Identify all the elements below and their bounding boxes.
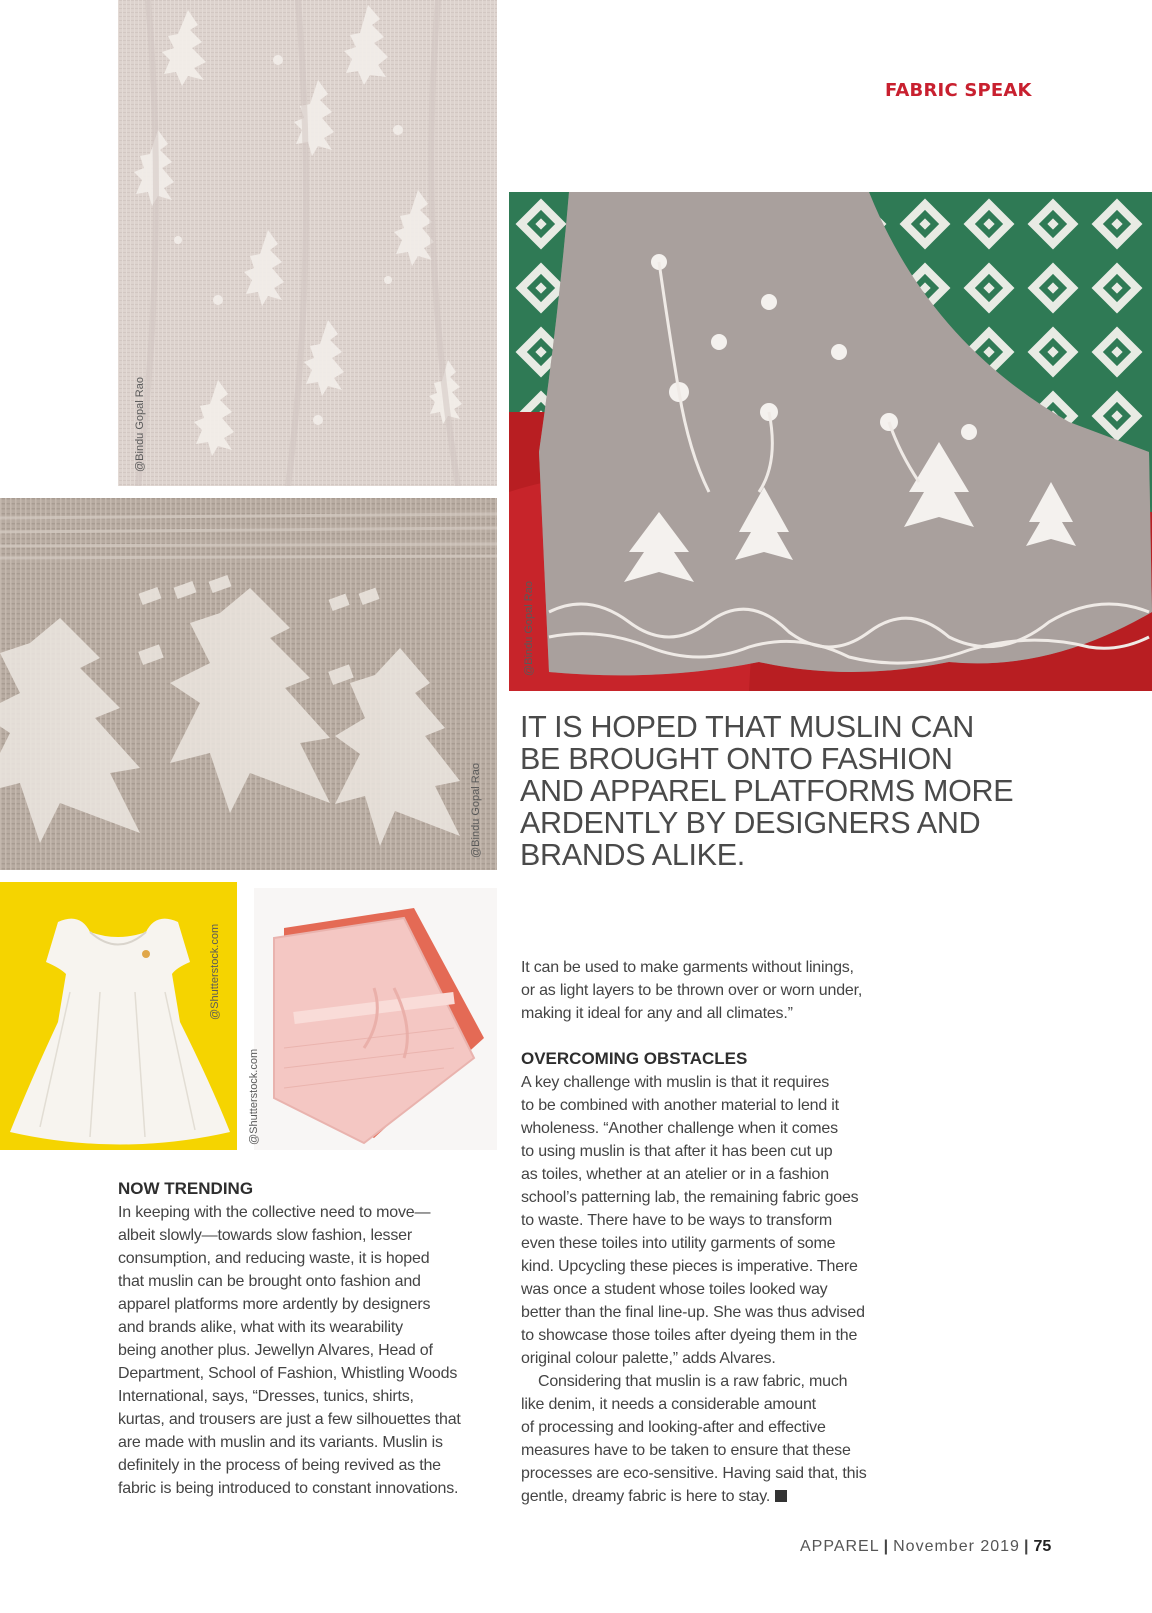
body-text-line: or as light layers to be thrown over or worn under, [521,982,863,999]
body-text-line: original colour palette,” adds Alvares. [521,1350,776,1367]
pull-quote-line: ARDENTLY BY DESIGNERS AND [520,806,981,840]
body-text-line: like denim, it needs a considerable amount [521,1396,816,1413]
white-muslin-dress-photo [0,882,237,1150]
body-text-line: albeit slowly—towards slow fashion, lesser [118,1227,412,1244]
body-text-line: to waste. There have to be ways to transform [521,1212,833,1229]
body-text-line: of processing and looking-after and effective [521,1419,826,1436]
body-text-line: better than the final line-up. She was thus advised [521,1304,865,1321]
body-text-line: are made with muslin and its variants. Muslin is [118,1434,443,1451]
body-text-line: to using muslin is that after it has been cut up [521,1143,833,1160]
photo-credit-top-left: @Bindu Gopal Rao [134,377,146,472]
pull-quote-line: AND APPAREL PLATFORMS MORE [520,774,1014,808]
body-text-line: making it ideal for any and all climates.” [521,1005,793,1022]
muslin-fabric-photo-top [118,0,497,486]
body-text-line: fabric is being introduced to constant innovations. [118,1480,459,1497]
body-text-line: Department, School of Fashion, Whistling Woods [118,1365,458,1382]
body-text-line: apparel platforms more ardently by designers [118,1296,431,1313]
section-heading: OVERCOMING OBSTACLES [521,1049,748,1068]
body-text-line: was once a student whose toiles looked way [521,1281,828,1298]
body-text-line: being another plus. Jewellyn Alvares, Head of [118,1342,433,1359]
page-footer [800,1538,1051,1556]
end-mark-icon [775,1490,787,1502]
embroidered-muslin-scarf-photo [509,192,1152,691]
left-article-column [118,1177,461,1500]
body-text-line: kurtas, and trousers are just a few silhouettes that [118,1411,461,1428]
photo-credit-dress: @Shutterstock.com [209,923,221,1020]
body-text-line: measures have to be taken to ensure that these [521,1442,851,1459]
pull-quote-line: BRANDS ALIKE. [520,838,745,872]
body-text-line: even these toiles into utility garments of some [521,1235,836,1252]
pull-quote-line: IT IS HOPED THAT MUSLIN CAN [520,710,975,744]
folded-muslin-cloth-photo [254,888,497,1150]
body-text-line: that muslin can be brought onto fashion and [118,1273,421,1290]
body-text-line-last [521,1485,867,1508]
page-number: 75 [1033,1538,1052,1555]
body-text-final: gentle, dreamy fabric is here to stay. [521,1488,771,1505]
body-text-line: processes are eco-sensitive. Having said that, this [521,1465,867,1482]
muslin-fabric-photo-middle [0,498,497,870]
photo-credit-right: @Bindu Gopal Rao [523,581,535,676]
footer-separator: | [883,1538,890,1555]
section-tag: FABRIC SPEAK [885,80,1032,101]
section-heading: NOW TRENDING [118,1179,254,1198]
body-text-line: A key challenge with muslin is that it requires [521,1074,830,1091]
body-text-line: consumption, and reducing waste, it is hoped [118,1250,430,1267]
photo-credit-cloth: @Shutterstock.com [248,1048,260,1145]
body-text-line: to be combined with another material to lend it [521,1097,839,1114]
body-text-line: as toiles, whether at an atelier or in a fashion [521,1166,829,1183]
body-text-line: school’s patterning lab, the remaining fabric goes [521,1189,859,1206]
body-text-line: definitely in the process of being revived as the [118,1457,441,1474]
photo-credit-middle-left: @Bindu Gopal Rao [470,763,482,858]
body-text-line: to showcase those toiles after dyeing them in the [521,1327,858,1344]
pull-quote-line: BE BROUGHT ONTO FASHION [520,742,953,776]
right-article-column [521,956,867,1508]
body-text-line: In keeping with the collective need to move— [118,1204,431,1221]
magazine-name: APPAREL [800,1538,880,1555]
body-text-line: kind. Upcycling these pieces is imperative. There [521,1258,858,1275]
body-text-line: International, says, “Dresses, tunics, shirts, [118,1388,414,1405]
body-text-line: and brands alike, what with its wearability [118,1319,403,1336]
pull-quote [520,711,1020,871]
footer-separator: | [1023,1538,1030,1555]
body-text-line: It can be used to make garments without linings, [521,959,854,976]
issue-date: November 2019 [893,1538,1020,1555]
body-text-line: Considering that muslin is a raw fabric, much [521,1373,848,1390]
body-text-line: wholeness. “Another challenge when it comes [521,1120,838,1137]
